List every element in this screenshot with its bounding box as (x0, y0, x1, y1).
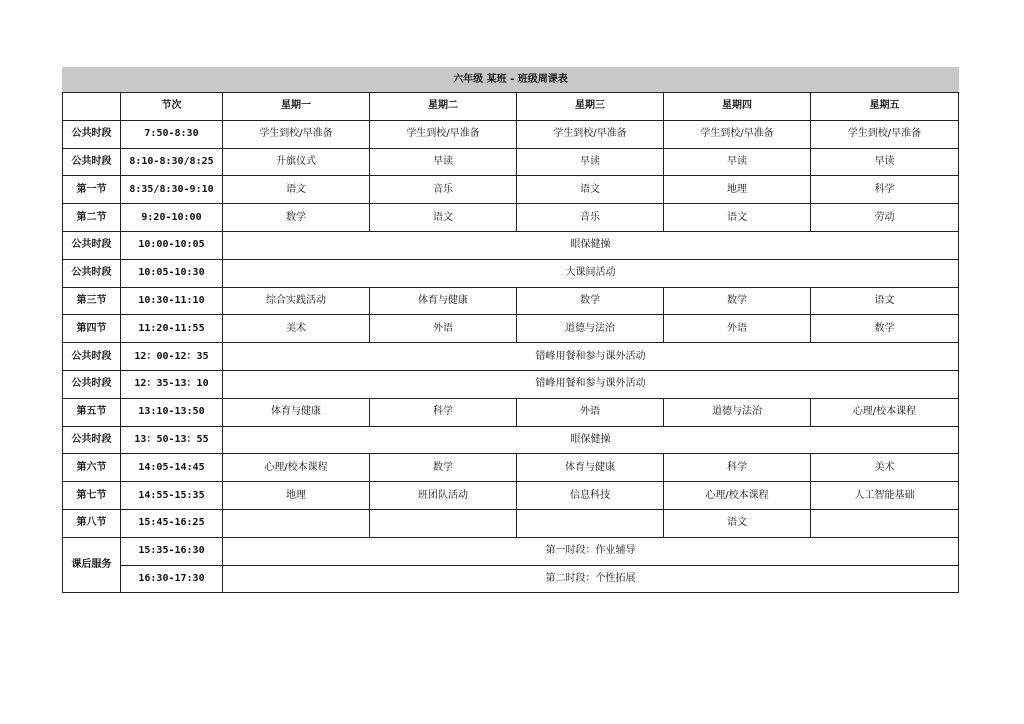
subject-cell: 科学 (664, 454, 811, 482)
row-label: 公共时段 (63, 343, 121, 371)
subject-cell: 心理/校本课程 (664, 482, 811, 510)
header-wednesday: 星期三 (517, 93, 664, 121)
row-label: 第八节 (63, 509, 121, 537)
subject-cell: 学生到校/早准备 (223, 120, 370, 148)
row-time: 10:05-10:30 (121, 259, 223, 287)
subject-cell: 心理/校本课程 (223, 454, 370, 482)
subject-cell: 学生到校/早准备 (370, 120, 517, 148)
subject-cell: 外语 (664, 315, 811, 343)
subject-cell: 科学 (370, 398, 517, 426)
subject-cell: 音乐 (370, 176, 517, 204)
subject-cell: 语文 (811, 287, 959, 315)
title-row (63, 68, 959, 93)
row-time: 10:00-10:05 (121, 231, 223, 259)
row-label: 第七节 (63, 482, 121, 510)
subject-cell: 体育与健康 (370, 287, 517, 315)
table-row (63, 482, 959, 510)
subject-cell: 信息科技 (517, 482, 664, 510)
subject-cell (811, 509, 959, 537)
row-label: 第一节 (63, 176, 121, 204)
row-time: 8:10-8:30/8:25 (121, 148, 223, 176)
row-time: 7:50-8:30 (121, 120, 223, 148)
row-label: 第五节 (63, 398, 121, 426)
table-row (63, 370, 959, 398)
after-school-label: 课后服务 (63, 537, 121, 593)
subject-cell: 外语 (370, 315, 517, 343)
subject-cell: 学生到校/早准备 (811, 120, 959, 148)
after-school-row (63, 537, 959, 565)
merged-activity-cell: 眼保健操 (223, 426, 959, 454)
table-row (63, 259, 959, 287)
subject-cell: 早读 (664, 148, 811, 176)
header-tuesday: 星期二 (370, 93, 517, 121)
row-time: 12：35-13：10 (121, 370, 223, 398)
row-time: 12：00-12：35 (121, 343, 223, 371)
subject-cell: 外语 (517, 398, 664, 426)
row-label: 公共时段 (63, 426, 121, 454)
row-time: 8:35/8:30-9:10 (121, 176, 223, 204)
subject-cell: 综合实践活动 (223, 287, 370, 315)
subject-cell: 人工智能基础 (811, 482, 959, 510)
subject-cell: 语文 (664, 509, 811, 537)
row-label: 公共时段 (63, 231, 121, 259)
subject-cell: 语文 (223, 176, 370, 204)
after-school-time: 16:30-17:30 (121, 565, 223, 593)
subject-cell: 数学 (811, 315, 959, 343)
row-time: 14:55-15:35 (121, 482, 223, 510)
table-row (63, 287, 959, 315)
row-label: 第六节 (63, 454, 121, 482)
subject-cell: 音乐 (517, 204, 664, 232)
row-time: 13：50-13：55 (121, 426, 223, 454)
table-row (63, 454, 959, 482)
subject-cell: 数学 (370, 454, 517, 482)
table-row (63, 398, 959, 426)
subject-cell: 语文 (370, 204, 517, 232)
subject-cell: 语文 (664, 204, 811, 232)
merged-activity-cell: 大课间活动 (223, 259, 959, 287)
subject-cell: 劳动 (811, 204, 959, 232)
merged-activity-cell: 错峰用餐和参与课外活动 (223, 343, 959, 371)
row-label: 公共时段 (63, 370, 121, 398)
table-row (63, 204, 959, 232)
row-time: 14:05-14:45 (121, 454, 223, 482)
subject-cell: 学生到校/早准备 (664, 120, 811, 148)
row-label: 公共时段 (63, 259, 121, 287)
table-row (63, 509, 959, 537)
table-row (63, 426, 959, 454)
header-corner (63, 93, 121, 121)
row-time: 13:10-13:50 (121, 398, 223, 426)
subject-cell: 地理 (664, 176, 811, 204)
table-row (63, 176, 959, 204)
subject-cell: 数学 (517, 287, 664, 315)
row-label: 第二节 (63, 204, 121, 232)
row-time: 9:20-10:00 (121, 204, 223, 232)
table-row (63, 148, 959, 176)
header-thursday: 星期四 (664, 93, 811, 121)
after-school-activity: 第一时段：作业辅导 (223, 537, 959, 565)
subject-cell (517, 509, 664, 537)
row-time: 10:30-11:10 (121, 287, 223, 315)
subject-cell: 体育与健康 (517, 454, 664, 482)
subject-cell: 学生到校/早准备 (517, 120, 664, 148)
subject-cell: 班团队活动 (370, 482, 517, 510)
subject-cell: 数学 (223, 204, 370, 232)
row-label: 公共时段 (63, 148, 121, 176)
schedule-sheet (62, 67, 958, 593)
subject-cell: 美术 (223, 315, 370, 343)
header-friday: 星期五 (811, 93, 959, 121)
row-time: 11:20-11:55 (121, 315, 223, 343)
row-label: 第四节 (63, 315, 121, 343)
header-period: 节次 (121, 93, 223, 121)
subject-cell: 数学 (664, 287, 811, 315)
merged-activity-cell: 眼保健操 (223, 231, 959, 259)
merged-activity-cell: 错峰用餐和参与课外活动 (223, 370, 959, 398)
table-row (63, 315, 959, 343)
subject-cell: 语文 (517, 176, 664, 204)
after-school-activity: 第二时段：个性拓展 (223, 565, 959, 593)
subject-cell: 早读 (517, 148, 664, 176)
subject-cell: 道德与法治 (664, 398, 811, 426)
row-label: 第三节 (63, 287, 121, 315)
subject-cell: 早读 (370, 148, 517, 176)
subject-cell: 早读 (811, 148, 959, 176)
subject-cell: 美术 (811, 454, 959, 482)
table-row (63, 231, 959, 259)
schedule-table (62, 67, 959, 593)
subject-cell: 体育与健康 (223, 398, 370, 426)
subject-cell (223, 509, 370, 537)
subject-cell: 科学 (811, 176, 959, 204)
subject-cell (370, 509, 517, 537)
table-title: 六年级 某班 - 班级周课表 (63, 68, 959, 93)
subject-cell: 道德与法治 (517, 315, 664, 343)
table-row (63, 120, 959, 148)
subject-cell: 地理 (223, 482, 370, 510)
row-label: 公共时段 (63, 120, 121, 148)
row-time: 15:45-16:25 (121, 509, 223, 537)
after-school-time: 15:35-16:30 (121, 537, 223, 565)
table-row (63, 343, 959, 371)
header-row (63, 93, 959, 121)
subject-cell: 升旗仪式 (223, 148, 370, 176)
header-monday: 星期一 (223, 93, 370, 121)
subject-cell: 心理/校本课程 (811, 398, 959, 426)
after-school-row (63, 565, 959, 593)
